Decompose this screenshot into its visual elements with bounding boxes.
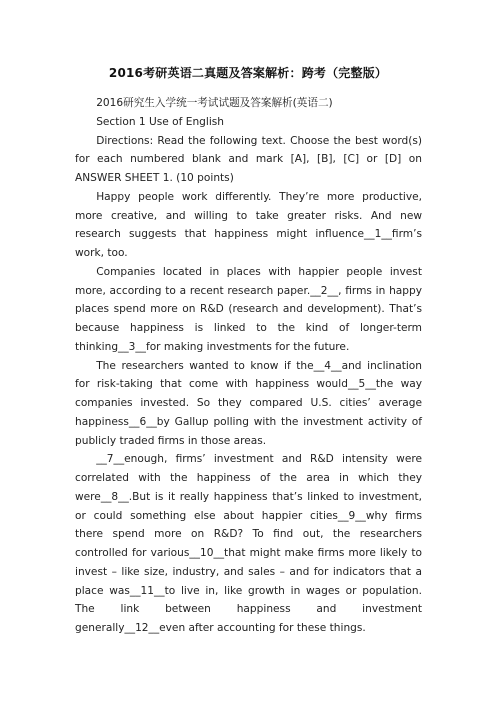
passage-paragraph-1: Happy people work differently. They’re more productive, more creative, and willing to take greater risks. And new research suggests that happiness might influence__1__firm’s work, too. [75,190,422,259]
passage-paragraph-4: __7__enough, firms’ investment and R&D intensity were correlated with the happiness of the area in which they were__8__.But is it really happiness that’s linked to investment, or could something else about happier cities__9__why firms there spend more on R&D? To find out, the researchers controlled for various__10__that might make firms more likely to invest – like size, industry, and sales – and for indicators that a place was__11__to live in, like growth in wages or population. The link between happiness and investment generally__12__even after accounting for these things. [75,453,422,634]
passage-paragraph-2: Companies located in places with happier people invest more, according to a recent research paper.__2__, firms in happy places spend more on R&D (research and development). That’s because happiness is linked to the kind of longer-term thinking__3__for making investments for the future. [75,265,422,353]
section-heading: Section 1 Use of English [96,115,225,128]
passage-paragraph-3: The researchers wanted to know if the__4__and inclination for risk-taking that come with happiness would__5__the way companies invested. So they compared U.S. cities’ average happiness__6__by Gallup polling with the investment activity of publicly traded firms in those areas. [75,359,422,447]
exam-heading: 2016研究生入学统一考试试题及答案解析(英语二) [96,97,333,109]
document-body [75,94,422,638]
document-title: 2016考研英语二真题及答案解析：跨考（完整版） [108,66,388,80]
directions-paragraph: Directions: Read the following text. Choose the best word(s) for each numbered blank and mark [A], [B], [C] or [D] on ANSWER SHEET 1. (10 points) [75,134,422,184]
